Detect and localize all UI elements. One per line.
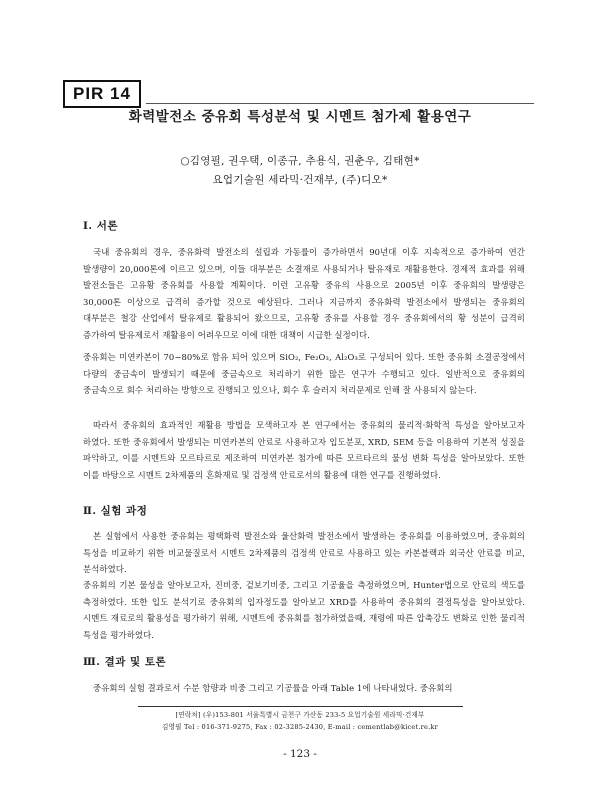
paper-id-badge: PIR 14 <box>63 80 141 108</box>
header-rule <box>146 103 534 104</box>
section-heading-results: Ⅲ. 결과 및 토론 <box>83 656 167 668</box>
footer-contact-address: [연락처] (우)153-801 서울특별시 금천구 가산동 233-5 요업기술원 세라믹·건재부 <box>175 711 425 719</box>
section-heading-methods: Ⅱ. 실험 과정 <box>83 505 148 517</box>
intro-paragraph-3: 따라서 중유회의 효과적인 재활용 방법을 모색하고자 본 연구에서는 중유회의 물리적·화학적 특성을 알아보고자 하였다. 또한 중유회에서 발생되는 미연카본의 안료로 사용하고자 입도분포, XRD, SEM 등을 이용하여 기본적 성질을 파악하고, 이를 시멘트와 모르타르로 제조하여 미연카본 첨가에 따른 모르타르의 물성 변화 특성을 알아보았다. 또한 이를 바탕으로 시멘트 2차제품의 혼화재료 및 검정색 안료로서의 활용에 대한 연구를 진행하였다. <box>83 420 525 480</box>
page-number: - 123 - <box>283 748 317 760</box>
methods-paragraph-1: 본 실험에서 사용한 중유회는 평택화력 발전소와 울산화력 발전소에서 발생하는 중유회를 이용하였으며, 중유회의 특성을 비교하기 위한 비교물질로서 시멘트 2차제품의 검정색 안료로 사용하고 있는 카본블랙과 외국산 안료를 비교, 분석하였다. <box>83 531 525 574</box>
paper-title: 화력발전소 중유회 특성분석 및 시멘트 첨가제 활용연구 <box>128 109 472 125</box>
intro-paragraph-1: 국내 중유회의 경우, 중유화력 발전소의 설립과 가동률이 증가하면서 90년대 이후 지속적으로 증가하여 연간 발생량이 20,000톤에 이르고 있으며, 이들 대부분은 소결재로 사용되거나 탈유재로 재활용한다. 경제적 효과를 위해 발전소들은 고유황 중유회를 사용할 계획이다. 이런 고유황 중유의 사용으로 2005년 이후 중유회의 발생량은 30,000톤 이상으로 급격히 증가할 것으로 예상된다. 그러나 지금까지 중유화력 발전소에서 발생되는 중유회의 대부분은 철강 산업에서 탈유제로 활용되어 왔으므로, 고유황 중유를 사용할 경우 중유회에서의 황 성분이 급격히 증가하여 탈유제로서 재활용이 어려우므로 이에 대한 대책이 시급한 실정이다. <box>83 247 525 340</box>
methods-paragraph-2: 중유회의 기본 물성을 알아보고자, 진비중, 겉보기비중, 그리고 기공율을 측정하였으며, Hunter법으로 안료의 색도를 측정하였다. 또한 입도 분석기로 중유회의 입자정도를 알아보고 XRD를 사용하여 중유회의 결정특성을 알아보았다. 시멘트 재료로의 활용성을 평가하기 위해, 시멘트에 중유회를 첨가하였을때, 재령에 따른 압축강도 변화로 인한 물리적 특성을 평가하였다. <box>83 580 525 640</box>
results-paragraph-1: 중유회의 실험 결과로서 수분 함량과 비중 그리고 기공률을 아래 Table 1에 나타내었다. 중유회의 <box>93 683 453 693</box>
footer-rule <box>138 706 463 707</box>
footer-contact-phone: 김영필 Tel : 016-371-9275, Fax : 02-3285-2430, E-mail : cementlab@kicet.re.kr <box>162 723 438 731</box>
intro-paragraph-2: 중유회는 미연카본이 70~80%로 함유 되어 있으며 SiO₂, Fe₂O₃, Al₂O₃로 구성되어 있다. 또한 중유회 소결공정에서 다량의 중금속이 발생되기 때문에 중금속으로 처리하기 위한 많은 연구가 수행되고 있다. 일반적으로 중유회의 중금속으로 회수 처리하는 방향으로 진행되고 있으나, 회수 후 슬러지 처리문제로 인해 잘 사용되지 않는다. <box>83 352 525 395</box>
section-heading-introduction: Ⅰ. 서론 <box>83 220 119 232</box>
author-list: ○김영필, 권우택, 이종규, 추용식, 권춘우, 김태현* <box>180 155 420 167</box>
affiliation: 요업기술원 세라믹·건재부, (주)디오* <box>212 174 388 186</box>
